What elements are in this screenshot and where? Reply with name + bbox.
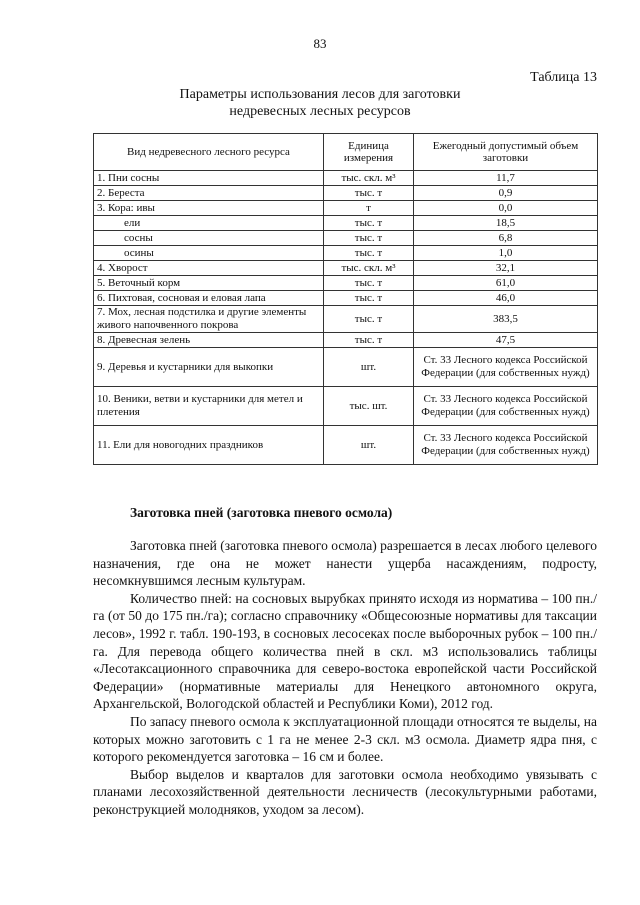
resource-cell: 8. Древесная зелень <box>94 333 324 348</box>
body-text <box>93 537 597 819</box>
volume-cell: 46,0 <box>414 291 598 306</box>
header-unit: Единица измерения <box>324 134 414 171</box>
volume-cell: 0,0 <box>414 201 598 216</box>
unit-cell: шт. <box>324 426 414 465</box>
table-row <box>94 201 598 216</box>
table-label: Таблица 13 <box>530 70 597 85</box>
resource-cell: 6. Пихтовая, сосновая и еловая лапа <box>94 291 324 306</box>
unit-cell: тыс. т <box>324 333 414 348</box>
table-row <box>94 171 598 186</box>
resource-cell: 7. Мох, лесная подстилка и другие элементы живого напочвенного покрова <box>94 306 324 333</box>
table-row <box>94 306 598 333</box>
resource-cell: осины <box>94 246 324 261</box>
volume-cell: 47,5 <box>414 333 598 348</box>
unit-cell: тыс. т <box>324 246 414 261</box>
resource-cell: ели <box>94 216 324 231</box>
volume-cell: 0,9 <box>414 186 598 201</box>
volume-cell: Ст. 33 Лесного кодекса Российской Федерации (для собственных нужд) <box>414 426 598 465</box>
resource-cell: 11. Ели для новогодних праздников <box>94 426 324 465</box>
volume-cell: 61,0 <box>414 276 598 291</box>
header-volume: Ежегодный допустимый объем заготовки <box>414 134 598 171</box>
table-row <box>94 216 598 231</box>
unit-cell: тыс. т <box>324 186 414 201</box>
resource-cell: 1. Пни сосны <box>94 171 324 186</box>
resource-cell: 4. Хворост <box>94 261 324 276</box>
table-row <box>94 348 598 387</box>
volume-cell: 18,5 <box>414 216 598 231</box>
paragraph: Выбор выделов и кварталов для заготовки осмола необходимо увязывать с планами лесохозяйственной деятельности лесничеств (лесокультурными работами, реконструкцией молодняков, уходом за лесом). <box>93 766 597 817</box>
table-row <box>94 291 598 306</box>
table-row <box>94 246 598 261</box>
table-header-row <box>94 134 598 171</box>
table-body <box>94 171 598 465</box>
resource-cell: 10. Веники, ветви и кустарники для метел и плетения <box>94 387 324 426</box>
page-number: 83 <box>313 36 327 51</box>
table-row <box>94 276 598 291</box>
header-resource: Вид недревесного лесного ресурса <box>94 134 324 171</box>
table-title-line-1: Параметры использования лесов для заготовки <box>179 87 461 102</box>
resource-cell: 3. Кора: ивы <box>94 201 324 216</box>
volume-cell: 1,0 <box>414 246 598 261</box>
resource-cell: 5. Веточный корм <box>94 276 324 291</box>
volume-cell: 11,7 <box>414 171 598 186</box>
volume-cell: 32,1 <box>414 261 598 276</box>
unit-cell: тыс. т <box>324 306 414 333</box>
volume-cell: 6,8 <box>414 231 598 246</box>
table-title-line-2: недревесных лесных ресурсов <box>229 104 411 119</box>
section-heading: Заготовка пней (заготовка пневого осмола) <box>130 505 393 520</box>
unit-cell: тыс. т <box>324 276 414 291</box>
volume-cell: 383,5 <box>414 306 598 333</box>
table-row <box>94 426 598 465</box>
table-row <box>94 387 598 426</box>
params-table <box>93 133 598 465</box>
table-row <box>94 231 598 246</box>
paragraph: Количество пней: на сосновых вырубках принято исходя из норматива – 100 пн./га (от 50 до 175 пн./га); согласно справочнику «Общесоюзные нормативы для таксации лесов», 1992 г. табл. 190-193, в сосновых лесосеках после выборочных рубок – 100 пн./га. Для перевода общего количества пней в скл. м3 использовались таблицы «Лесотаксационного справочника для северо-востока европейской части Российской Федерации» (нормативные материалы для Ненецкого автономного округа, Архангельской, Вологодской областей и Республики Коми), 2012 год. <box>93 590 597 712</box>
table-row <box>94 333 598 348</box>
table-title <box>0 86 640 120</box>
unit-cell: тыс. т <box>324 231 414 246</box>
unit-cell: тыс. скл. м³ <box>324 171 414 186</box>
resource-cell: сосны <box>94 231 324 246</box>
unit-cell: тыс. скл. м³ <box>324 261 414 276</box>
unit-cell: шт. <box>324 348 414 387</box>
paragraph: По запасу пневого осмола к эксплуатационной площади относятся те выделы, на которых можно заготовить с 1 га не менее 2-3 скл. м3 осмола. Диаметр ядра пня, с которого рекомендуется заготовка – 16 см и более. <box>93 713 597 765</box>
unit-cell: тыс. т <box>324 216 414 231</box>
resource-cell: 2. Береста <box>94 186 324 201</box>
unit-cell: тыс. шт. <box>324 387 414 426</box>
table-row <box>94 186 598 201</box>
volume-cell: Ст. 33 Лесного кодекса Российской Федерации (для собственных нужд) <box>414 387 598 426</box>
unit-cell: тыс. т <box>324 291 414 306</box>
table-row <box>94 261 598 276</box>
paragraph: Заготовка пней (заготовка пневого осмола) разрешается в лесах любого целевого назначения, где она не может нанести ущерба насаждениям, подросту, несомкнувшимся лесным культурам. <box>93 538 597 589</box>
unit-cell: т <box>324 201 414 216</box>
volume-cell: Ст. 33 Лесного кодекса Российской Федерации (для собственных нужд) <box>414 348 598 387</box>
resource-cell: 9. Деревья и кустарники для выкопки <box>94 348 324 387</box>
